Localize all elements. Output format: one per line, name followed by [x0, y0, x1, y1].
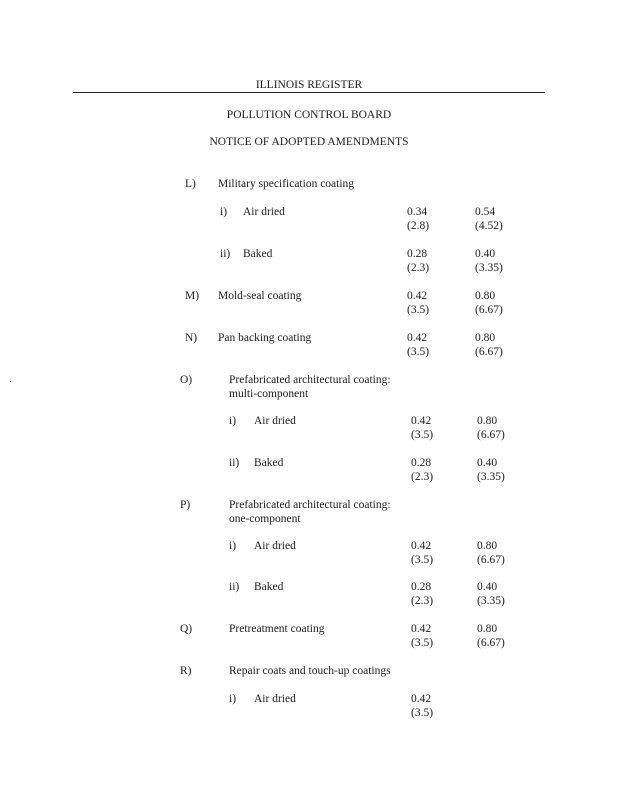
entry-label-n: N) [185, 332, 198, 344]
entry-title-p: Prefabricated architectural coating: [229, 499, 391, 511]
sub-label: i) [220, 206, 228, 218]
sub-label: ii) [220, 248, 231, 260]
value-secondary-metric: (6.67) [477, 637, 505, 649]
entry-label-p: P) [180, 499, 191, 511]
value-secondary: 0.40 [477, 457, 498, 469]
entry-title-n: Pan backing coating [218, 332, 312, 344]
value-secondary-metric: (6.67) [477, 554, 505, 566]
entry-title-m: Mold-seal coating [218, 290, 302, 302]
sub-name: Air dried [254, 415, 296, 427]
entry-title-p-line2: one-component [229, 513, 301, 525]
value-primary-metric: (3.5) [411, 554, 434, 566]
value-primary: 0.34 [407, 206, 428, 218]
value-primary-metric: (3.5) [407, 346, 430, 358]
value-secondary: 0.40 [475, 248, 496, 260]
entry-title-q: Pretreatment coating [229, 623, 325, 635]
value-primary-metric: (2.3) [407, 262, 430, 274]
entry-label-q: Q) [180, 623, 193, 635]
value-primary: 0.42 [411, 623, 432, 635]
value-primary-metric: (3.5) [411, 707, 434, 719]
value-primary-metric: (3.5) [411, 637, 434, 649]
value-primary: 0.42 [407, 332, 428, 344]
value-secondary: 0.80 [477, 623, 498, 635]
value-primary: 0.42 [411, 415, 432, 427]
entry-title-o-line2: multi-component [229, 388, 309, 400]
value-primary-metric: (2.8) [407, 220, 430, 232]
value-primary-metric: (3.5) [407, 304, 430, 316]
value-primary: 0.42 [407, 290, 428, 302]
value-primary: 0.28 [411, 457, 432, 469]
value-primary: 0.28 [407, 248, 428, 260]
sub-name: Baked [243, 248, 273, 260]
value-primary-metric: (3.5) [411, 429, 434, 441]
entry-title-r: Repair coats and touch-up coatings [229, 665, 391, 677]
value-secondary: 0.80 [475, 290, 496, 302]
value-primary: 0.42 [411, 693, 432, 705]
value-primary-metric: (2.3) [411, 595, 434, 607]
value-secondary: 0.54 [475, 206, 496, 218]
value-secondary-metric: (3.35) [475, 262, 503, 274]
sub-label: ii) [229, 457, 240, 469]
value-secondary: 0.40 [477, 581, 498, 593]
value-secondary-metric: (3.35) [477, 595, 505, 607]
board-title: POLLUTION CONTROL BOARD [226, 109, 392, 121]
sub-name: Baked [254, 457, 284, 469]
value-secondary-metric: (3.35) [477, 471, 505, 483]
value-primary: 0.28 [411, 581, 432, 593]
sub-name: Air dried [243, 206, 285, 218]
entry-title-l: Military specification coating [218, 178, 355, 190]
value-secondary-metric: (6.67) [475, 346, 503, 358]
entry-title-o: Prefabricated architectural coating: [229, 374, 391, 386]
sub-label: i) [229, 415, 237, 427]
value-secondary: 0.80 [477, 540, 498, 552]
value-primary: 0.42 [411, 540, 432, 552]
scan-speck [10, 381, 11, 382]
value-secondary-metric: (6.67) [475, 304, 503, 316]
notice-title: NOTICE OF ADOPTED AMENDMENTS [209, 136, 409, 148]
value-secondary-metric: (4.52) [475, 220, 503, 232]
sub-label: i) [229, 693, 237, 705]
value-primary-metric: (2.3) [411, 471, 434, 483]
sub-label: i) [229, 540, 237, 552]
register-title: ILLINOIS REGISTER [255, 79, 363, 91]
entry-label-o: O) [180, 374, 193, 386]
sub-name: Air dried [254, 693, 296, 705]
sub-label: ii) [229, 581, 240, 593]
sub-name: Air dried [254, 540, 296, 552]
entry-label-m: M) [185, 290, 200, 302]
entry-label-l: L) [185, 178, 196, 190]
value-secondary: 0.80 [475, 332, 496, 344]
value-secondary-metric: (6.67) [477, 429, 505, 441]
sub-name: Baked [254, 581, 284, 593]
header-rule [73, 92, 545, 93]
value-secondary: 0.80 [477, 415, 498, 427]
entry-label-r: R) [180, 665, 192, 677]
